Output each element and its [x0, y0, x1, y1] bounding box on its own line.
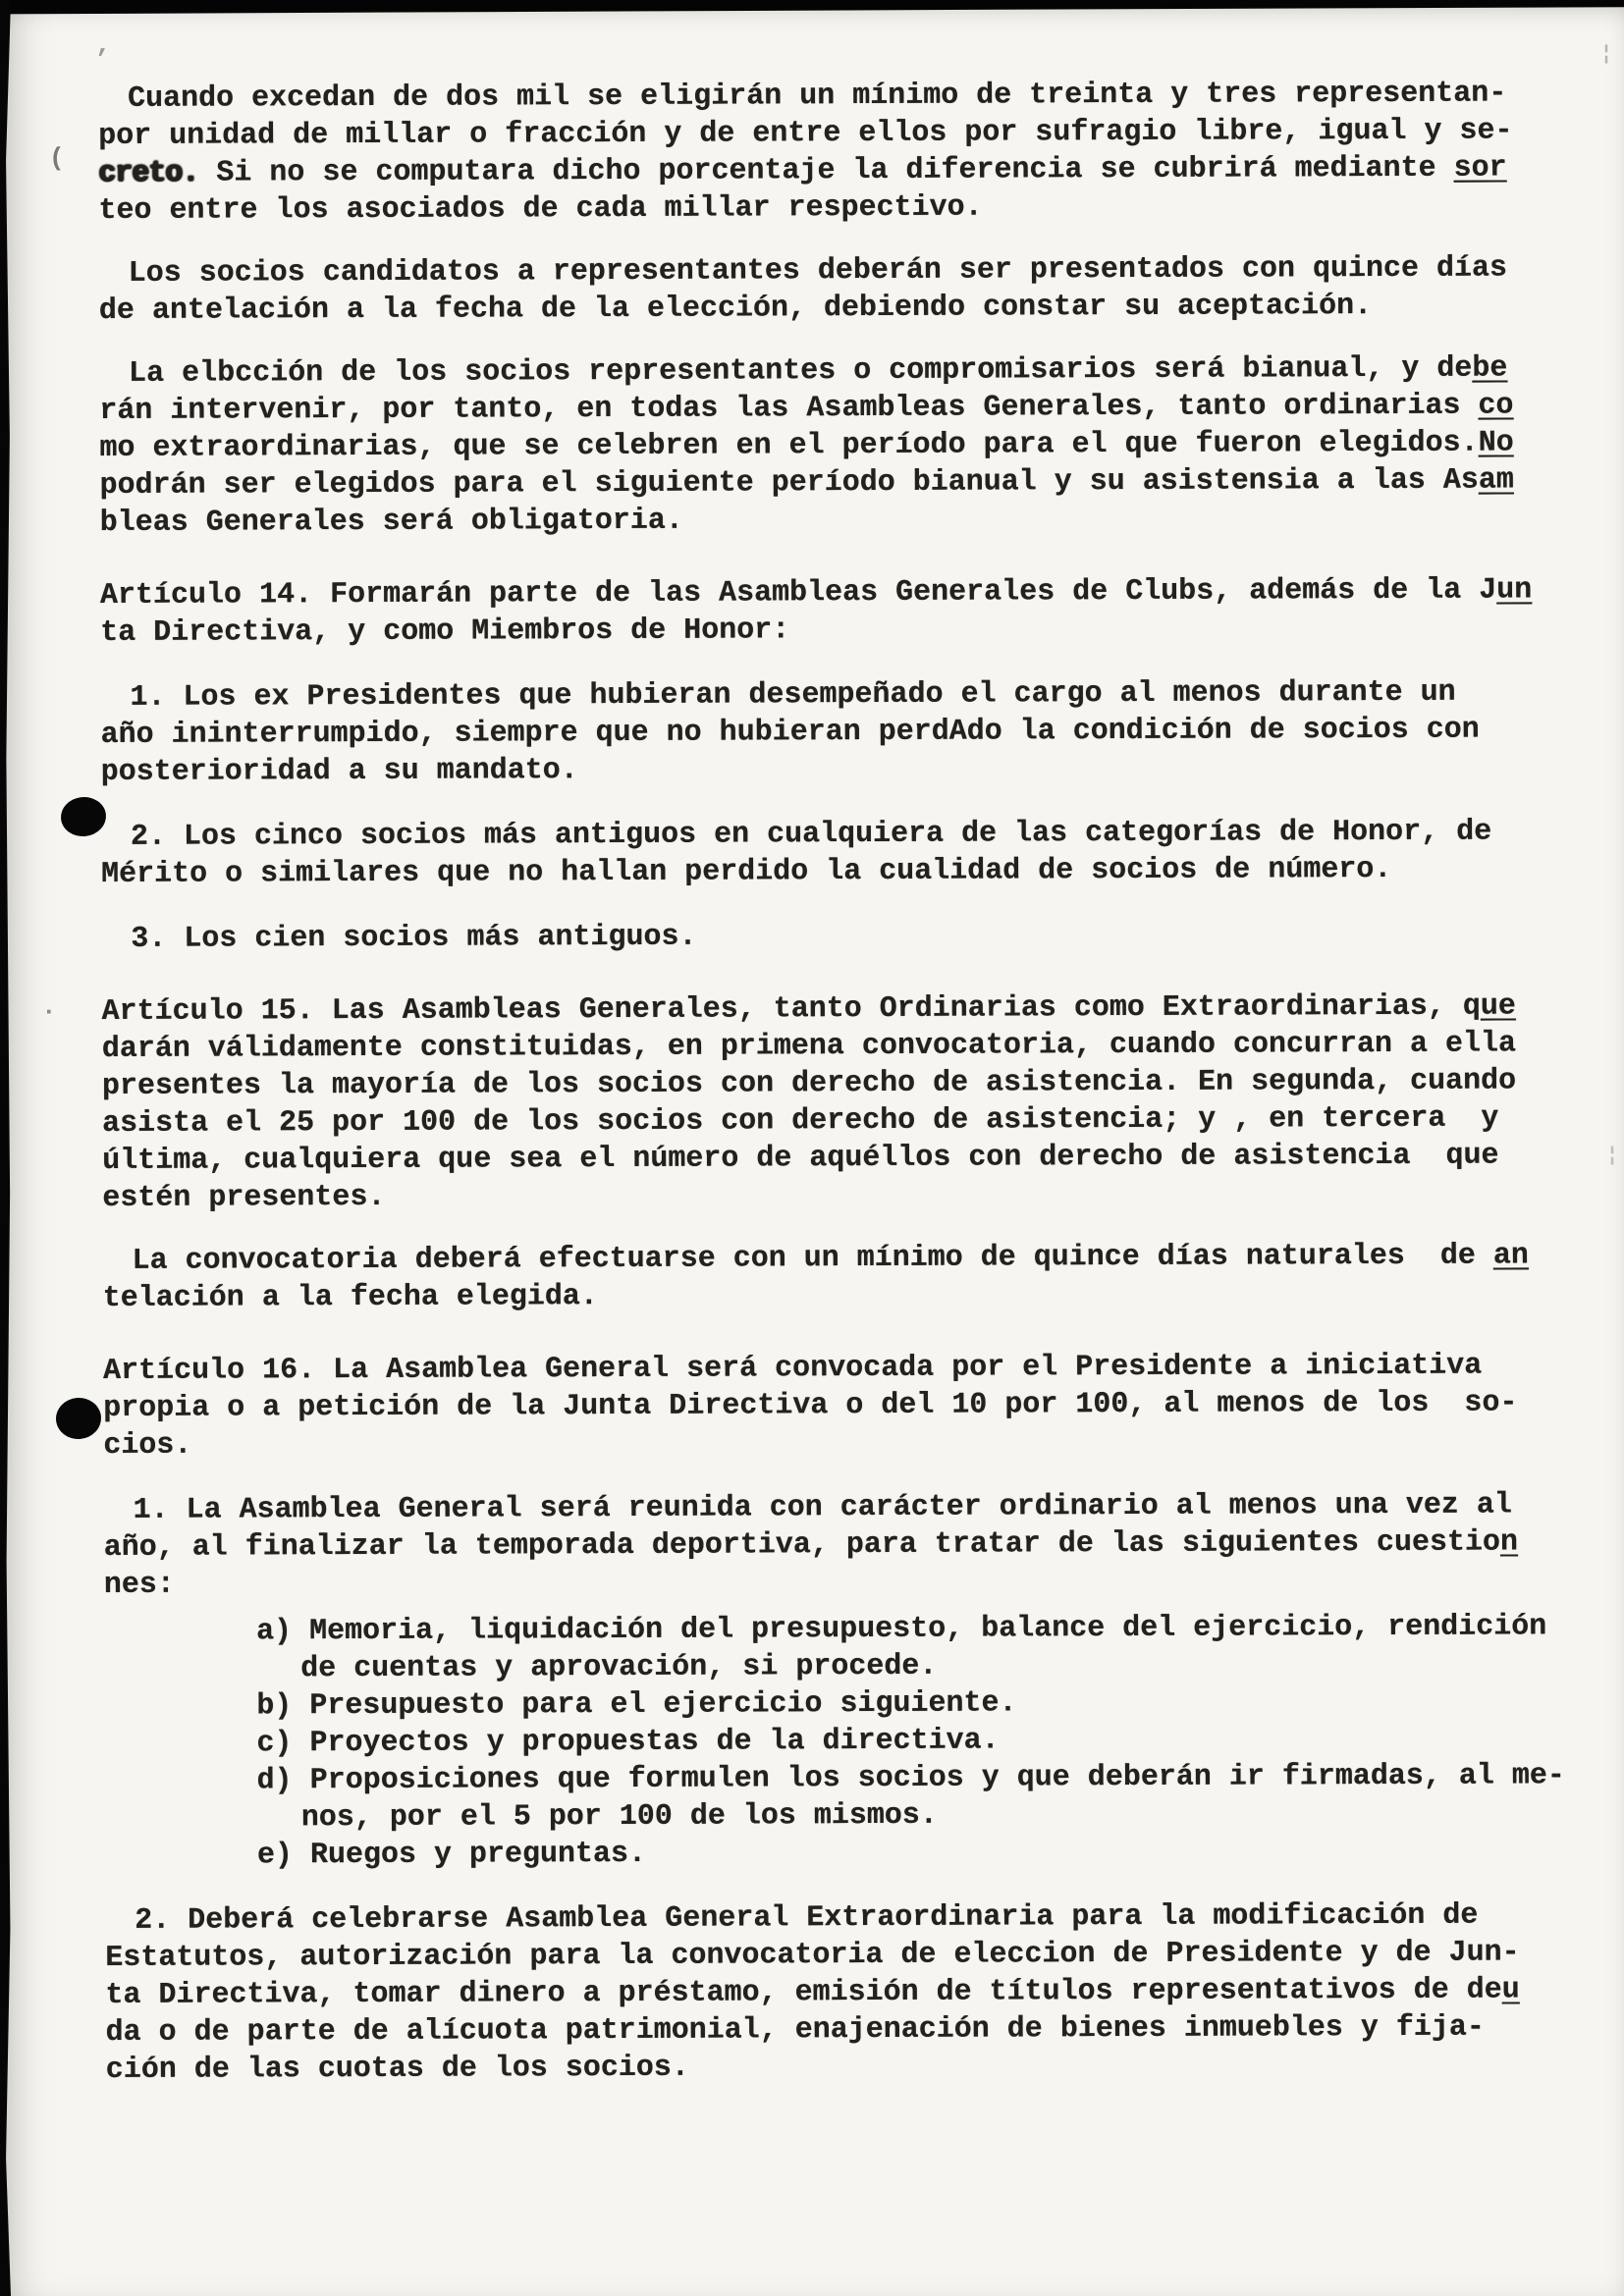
text-line: da o de parte de alícuota patrimonial, enajenación de bienes inmuebles y fija-	[105, 2010, 1485, 2050]
scan-artifact: (	[49, 143, 65, 173]
text-line: estén presentes.	[102, 1180, 386, 1215]
block-article	[103, 1347, 1566, 1465]
text-line: a) Memoria, liquidación del presupuesto, balance del ejercicio, rendición	[256, 1610, 1547, 1649]
block-p	[99, 349, 1563, 542]
text-line: La elbcción de los socios representantes o compromisarios será bianual, y debe	[129, 351, 1508, 391]
block-article	[102, 988, 1566, 1217]
text-line: Artículo 16. La Asamblea General será convocada por el Presidente a iniciativa	[102, 1349, 1483, 1388]
underlined-syllable: co	[1478, 389, 1514, 423]
scan-artifact: ’	[94, 45, 110, 75]
text-line: cios.	[103, 1428, 192, 1463]
block-p	[99, 249, 1562, 330]
hole-punch-bottom	[55, 1396, 103, 1440]
text-line: Artículo 14. Formarán parte de las Asambleas Generales de Clubs, además de la Jun	[99, 573, 1533, 613]
text-line: Cuando excedan de dos mil se eligirán un mínimo de treinta y tres representan-	[128, 77, 1507, 116]
text-line: mo extraordinarias, que se celebren en el período para el que fueron elegidos.No	[99, 426, 1514, 465]
text-line: año, al finalizar la temporada deportiva, para tratar de las siguientes cuestion	[103, 1525, 1519, 1565]
text-line: telación a la fecha elegida.	[102, 1280, 598, 1315]
text-line: 3. Los cien socios más antiguos.	[131, 920, 697, 956]
underlined-syllable: un	[1496, 573, 1533, 608]
underlined-syllable: am	[1478, 463, 1514, 498]
block-item	[101, 915, 1564, 958]
text-line: Estatutos, autorización para la convocatoria de eleccion de Presidente y de Jun-	[105, 1936, 1520, 1975]
text-line: c) Proyectos y propuestas de la directiva.	[256, 1724, 1000, 1761]
underlined-syllable: ue	[1480, 989, 1516, 1024]
text-line: año ininterrumpido, siempre que no hubieran perdAdo la condición de socios con	[100, 713, 1480, 752]
text-line: b) Presupuesto para el ejercicio siguiente.	[256, 1686, 1017, 1724]
text-line: ta Directiva, y como Miembros de Honor:	[100, 614, 790, 650]
underlined-syllable: No	[1478, 426, 1514, 460]
underlined-syllable: u	[1501, 1973, 1520, 2007]
scan-artifact: ¦	[1606, 1145, 1619, 1167]
underlined-syllable: n	[1499, 1525, 1519, 1560]
text-line: por unidad de millar o fracción y de entre ellos por sufragio libre, igual y se-	[98, 114, 1513, 153]
block-p	[103, 1237, 1566, 1317]
text-line: rán intervenir, por tanto, en todas las Asambleas Generales, tanto ordinarias co	[99, 389, 1514, 428]
text-line: 1. Los ex Presidentes que hubieran desempeñado el cargo al menos durante un	[130, 675, 1456, 715]
scan-edge-left	[0, 0, 11, 2296]
text-line: de antelación a la fecha de la elección, debiendo constar su aceptación.	[98, 290, 1373, 328]
underlined-syllable: an	[1492, 1239, 1529, 1273]
text-line: última, cualquiera que sea el número de aquéllos con derecho de asistencia que	[102, 1139, 1499, 1178]
block-item	[100, 673, 1563, 791]
text-line: Mérito o similares que no hallan perdido la cualidad de socios de número.	[101, 852, 1392, 891]
text-line: creto. Si no se computara dicho porcentaje la diferencia se cubrirá mediante sor	[98, 151, 1507, 190]
underlined-syllable: sor	[1453, 151, 1507, 186]
text-line: d) Proposiciones que formulen los socios y que deberán ir firmadas, al me-	[256, 1759, 1565, 1798]
text-line: ta Directiva, tomar dinero a préstamo, emisión de títulos representativos de deu	[105, 1973, 1520, 2012]
block-sublist	[104, 1608, 1568, 1875]
block-p	[98, 75, 1562, 230]
text-line: 1. La Asamblea General será reunida con carácter ordinario al menos una vez al	[133, 1488, 1512, 1527]
text-line: asista el 25 por 100 de los socios con derecho de asistencia; y , en tercera y	[102, 1101, 1499, 1141]
text-line: 2. Deberá celebrarse Asamblea General Extraordinaria para la modificación de	[135, 1898, 1479, 1938]
text-line: La convocatoria deberá efectuarse con un mínimo de quince días naturales de an	[132, 1239, 1529, 1278]
text-line: bleas Generales será obligatoria.	[99, 504, 683, 540]
text-line: ción de las cuotas de los socios.	[105, 2051, 689, 2087]
text-line: nos, por el 5 por 100 de los mismos.	[300, 1798, 938, 1836]
text-line: 2. Los cinco socios más antiguos en cualquiera de las categorías de Honor, de	[130, 815, 1492, 854]
text-line: podrán ser elegidos para el siguiente período bianual y su asistensia a las Asam	[99, 463, 1514, 503]
scan-edge-top	[0, 0, 1624, 18]
underlined-syllable: be	[1472, 351, 1508, 386]
block-article	[100, 571, 1563, 652]
block-item	[105, 1896, 1569, 2089]
text-line: Los socios candidatos a representantes deberán ser presentados con quince días	[128, 251, 1508, 291]
text-line: de cuentas y aprovación, si procede.	[300, 1649, 938, 1686]
text-line: nes:	[103, 1568, 175, 1602]
block-item	[101, 813, 1564, 893]
text-line: propia o a petición de la Junta Directiva o del 10 por 100, al menos de los so-	[103, 1386, 1518, 1425]
text-line: darán válidamente constituidas, en primena convocatoria, cuando concurran a ella	[101, 1027, 1517, 1066]
block-item	[104, 1486, 1567, 1604]
text-line: posterioridad a su mandato.	[100, 754, 578, 789]
scan-artifact: ·	[41, 997, 57, 1027]
text-line: Artículo 15. Las Asambleas Generales, tanto Ordinarias como Extraordinarias, que	[101, 989, 1516, 1029]
document-text	[98, 75, 1569, 2089]
scan-artifact: ¦	[1600, 43, 1613, 66]
text-line: teo entre los asociados de cada millar respectivo.	[98, 190, 983, 228]
text-line: e) Ruegos y preguntas.	[256, 1837, 647, 1873]
text-line: presentes la mayoría de los socios con derecho de asistencia. En segunda, cuando	[101, 1064, 1517, 1103]
smudged-word: creto.	[98, 156, 199, 190]
